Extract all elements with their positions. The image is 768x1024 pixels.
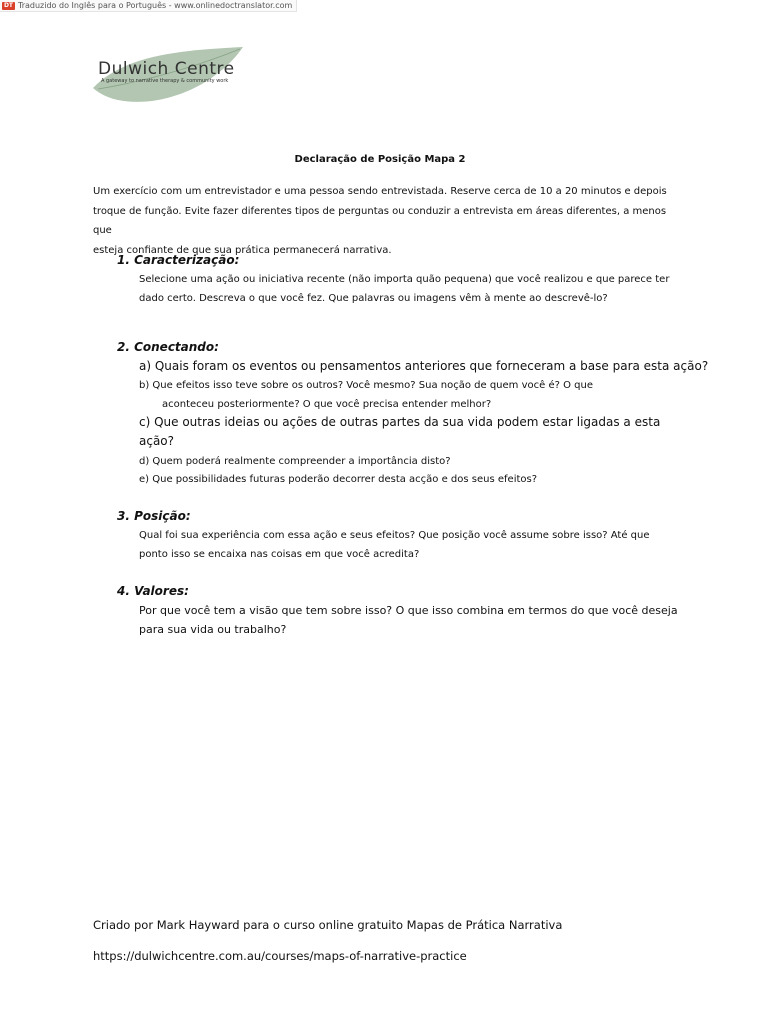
list-item-b-line1: b) Que efeitos isso teve sobre os outros? Você mesmo? Sua noção de quem você é? O que	[139, 380, 593, 391]
body-line: Qual foi sua experiência com essa ação e seus efeitos? Que posição você assume sobre isso? Até que	[139, 530, 650, 541]
section-heading-valores: 4. Valores:	[117, 584, 189, 598]
list-item-b	[139, 376, 593, 414]
translator-banner[interactable]	[0, 0, 297, 12]
intro-line: troque de função. Evite fazer diferentes tipos de perguntas ou conduzir a entrevista em áreas diferentes, a menos que	[93, 205, 667, 236]
logo-title: Dulwich Centre	[98, 59, 235, 79]
section-heading-conectando: 2. Conectando:	[117, 340, 219, 354]
body-line: Por que você tem a visão que tem sobre isso? O que isso combina em termos do que você deseja	[139, 604, 678, 617]
dulwich-centre-logo	[90, 44, 250, 106]
body-line: Selecione uma ação ou iniciativa recente (não importa quão pequena) que você realizou e que parece ter	[139, 274, 670, 285]
logo-subtitle: A gateway to narrative therapy & community work	[101, 78, 229, 84]
section-body-posicao	[139, 526, 650, 564]
list-item-e: e) Que possibilidades futuras poderão decorrer desta acção e dos seus efeitos?	[139, 474, 538, 485]
body-line: dado certo. Descreva o que você fez. Que palavras ou imagens vêm à mente ao descrevê-lo?	[139, 293, 608, 304]
list-item-c	[139, 413, 660, 451]
section-heading-caracterizacao: 1. Caracterização:	[117, 253, 240, 267]
intro-line: Um exercício com um entrevistador e uma pessoa sendo entrevistada. Reserve cerca de 10 a 20 minutos e depois	[93, 186, 667, 197]
intro-paragraph	[93, 182, 673, 260]
section-body-caracterizacao	[139, 270, 669, 308]
body-line: para sua vida ou trabalho?	[139, 623, 287, 636]
section-body-valores	[139, 601, 678, 639]
list-item-d: d) Quem poderá realmente compreender a importância disto?	[139, 456, 451, 467]
list-item-a: a) Quais foram os eventos ou pensamentos anteriores que forneceram a base para esta ação?	[139, 359, 709, 373]
footer-url[interactable]: https://dulwichcentre.com.au/courses/maps-of-narrative-practice	[93, 949, 467, 963]
document-title: Declaração de Posição Mapa 2	[294, 154, 466, 165]
list-item-c-line1: c) Que outras ideias ou ações de outras partes da sua vida podem estar ligadas a esta	[139, 415, 661, 429]
translator-logo-icon: DT	[3, 1, 14, 9]
section-heading-posicao: 3. Posição:	[117, 509, 191, 523]
footer-credit: Criado por Mark Hayward para o curso online gratuito Mapas de Prática Narrativa	[93, 918, 563, 932]
list-item-c-line2: ação?	[139, 434, 175, 448]
body-line: ponto isso se encaixa nas coisas em que você acredita?	[139, 549, 420, 560]
translator-banner-text[interactable]: Traduzido do Inglês para o Português - www.onlinedoctranslator.com	[18, 1, 293, 10]
intro-line: esteja confiante de que sua prática permanecerá narrativa.	[93, 244, 392, 256]
list-item-b-line2: aconteceu posteriormente? O que você precisa entender melhor?	[162, 399, 492, 410]
